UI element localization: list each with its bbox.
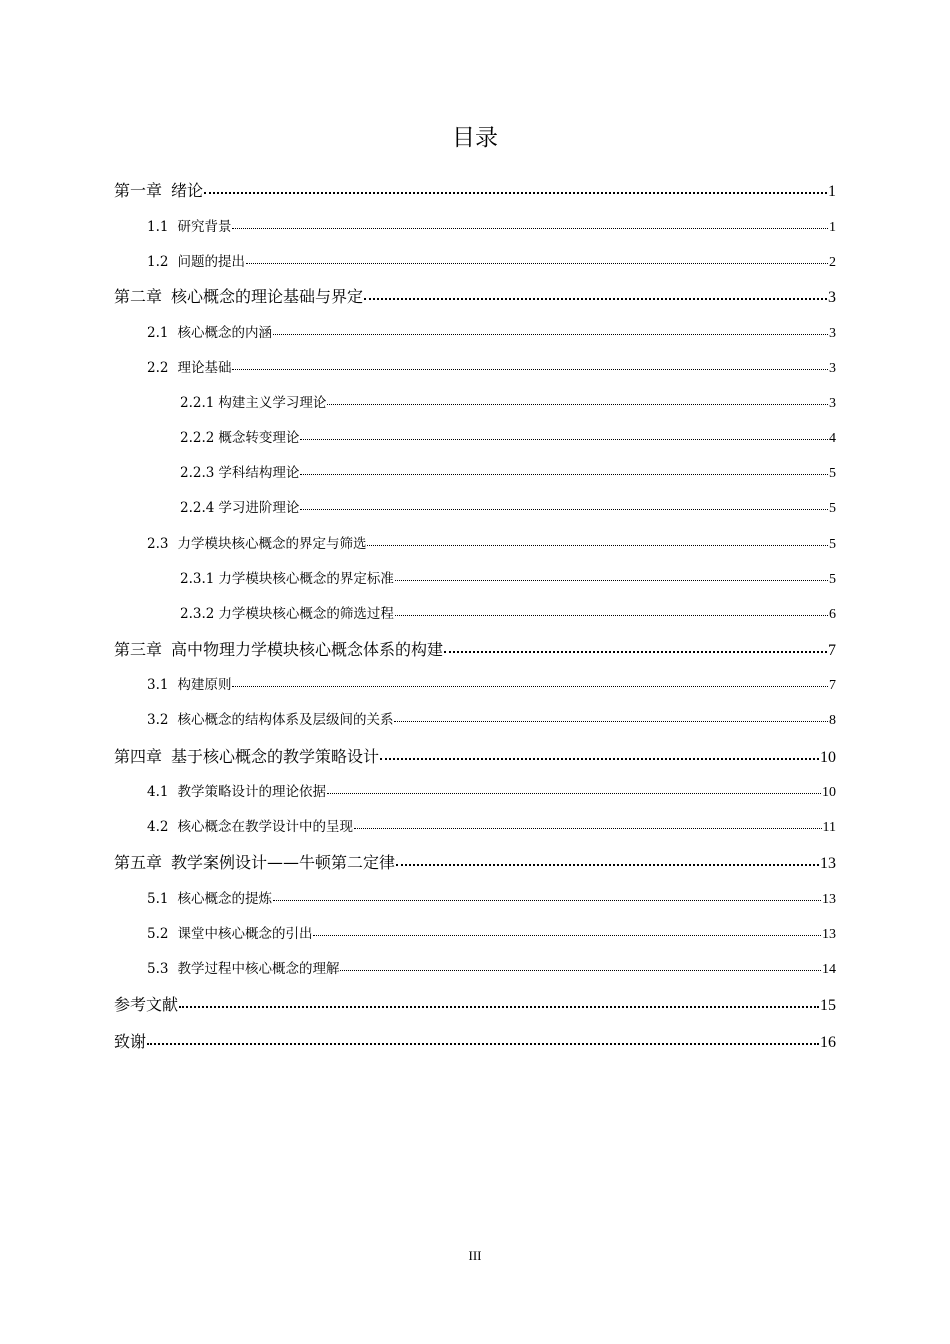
toc-entry-page: 14 (822, 962, 836, 977)
toc-entry-2-2[interactable] (147, 358, 836, 378)
toc-entry-page: 13 (822, 927, 836, 942)
toc-entry-title: 课堂中核心概念的引出 (177, 926, 313, 942)
toc-entry-title: 致谢 (114, 1032, 147, 1051)
toc-entry-2-2-4[interactable] (180, 498, 836, 518)
toc-entry-2-1[interactable] (147, 323, 836, 343)
toc-entry-3-1[interactable] (147, 675, 836, 695)
dot-leader (204, 192, 827, 194)
dot-leader (232, 369, 828, 370)
toc-entry-number: 3.2 (147, 712, 169, 728)
toc-entry-2-3-2[interactable] (180, 604, 836, 624)
toc-entry-title: 教学过程中核心概念的理解 (177, 961, 340, 977)
toc-entry-number: 第五章 (114, 853, 163, 872)
toc-entry-page: 8 (829, 713, 836, 728)
toc-entry-title: 教学策略设计的理论依据 (177, 784, 326, 800)
dot-leader (246, 263, 828, 264)
toc-entry-2-2-3[interactable] (180, 463, 836, 483)
dot-leader (395, 615, 828, 616)
toc-entry-5-2[interactable] (147, 924, 836, 944)
dot-leader (444, 651, 827, 653)
toc-entry-number: 4.1 (147, 784, 169, 800)
toc-entry-page: 3 (829, 326, 836, 341)
toc-entry-page: 1 (829, 220, 836, 235)
toc-entry-page: 5 (829, 572, 836, 587)
toc-entry-number: 2.2.2 (180, 430, 215, 446)
toc-entry-title: 核心概念在教学设计中的呈现 (177, 819, 353, 835)
toc-entry-chapter-4[interactable] (114, 745, 836, 769)
toc-entry-title: 参考文献 (114, 995, 179, 1014)
toc-entry-number: 第四章 (114, 747, 163, 766)
toc-entry-page: 13 (822, 892, 836, 907)
dot-leader (367, 545, 828, 546)
dot-leader (273, 334, 828, 335)
dot-leader (354, 828, 822, 829)
toc-entry-page: 3 (829, 361, 836, 376)
toc-entry-page: 5 (829, 501, 836, 516)
toc-entry-5-3[interactable] (147, 959, 836, 979)
toc-entry-chapter-3[interactable] (114, 638, 836, 662)
toc-entry-page: 4 (829, 431, 836, 446)
toc-entry-page: 13 (820, 855, 836, 872)
toc-entry-number: 2.2.3 (180, 465, 215, 481)
toc-entry-number: 2.3.1 (180, 571, 215, 587)
dot-leader (340, 970, 821, 971)
toc-entry-page: 2 (829, 255, 836, 270)
toc-entry-2-2-2[interactable] (180, 428, 836, 448)
toc-entry-1-1[interactable] (147, 217, 836, 237)
dot-leader (327, 404, 828, 405)
toc-entry-number: 5.3 (147, 961, 169, 977)
toc-entry-page: 7 (829, 678, 836, 693)
dot-leader (394, 721, 828, 722)
toc-entry-4-1[interactable] (147, 782, 836, 802)
toc-entry-number: 5.2 (147, 926, 169, 942)
dot-leader (396, 864, 819, 866)
toc-entry-2-3-1[interactable] (180, 569, 836, 589)
toc-entry-page: 3 (828, 289, 836, 306)
toc-entry-number: 5.1 (147, 891, 169, 907)
toc-entry-page: 6 (829, 607, 836, 622)
toc-entry-4-2[interactable] (147, 817, 836, 837)
toc-entry-number: 1.2 (147, 254, 169, 270)
toc-entry-chapter-2[interactable] (114, 285, 836, 309)
toc-entry-title: 力学模块核心概念的界定标准 (218, 571, 394, 587)
dot-leader (232, 228, 828, 229)
toc-entry-title: 力学模块核心概念的筛选过程 (218, 606, 394, 622)
toc-entry-2-3[interactable] (147, 534, 836, 554)
toc-entry-title: 核心概念的理论基础与界定 (171, 287, 364, 306)
toc-entry-page: 10 (822, 785, 836, 800)
toc-entry-page: 16 (820, 1034, 836, 1051)
toc-entry-title: 基于核心概念的教学策略设计 (171, 747, 380, 766)
toc-entry-chapter-1[interactable] (114, 179, 836, 203)
dot-leader (327, 793, 821, 794)
toc-entry-title: 教学案例设计——牛顿第二定律 (171, 853, 396, 872)
toc-entry-page: 15 (820, 997, 836, 1014)
dot-leader (313, 935, 821, 936)
toc-entry-title: 核心概念的提炼 (177, 891, 272, 907)
toc-entry-number: 第一章 (114, 181, 163, 200)
toc-entry-page: 5 (829, 537, 836, 552)
page-number: III (468, 1248, 482, 1263)
toc-entry-title: 构建主义学习理论 (218, 395, 327, 411)
toc-entry-3-2[interactable] (147, 710, 836, 730)
dot-leader (380, 758, 819, 760)
toc-entry-title: 问题的提出 (177, 254, 245, 270)
toc-entry-page: 10 (820, 749, 836, 766)
toc-entry-number: 第二章 (114, 287, 163, 306)
toc-entry-acknowledgements[interactable] (114, 1030, 836, 1054)
dot-leader (395, 580, 828, 581)
dot-leader (273, 900, 821, 901)
toc-entry-number: 2.2.4 (180, 500, 215, 516)
dot-leader (147, 1043, 819, 1045)
toc-entry-number: 2.3 (147, 536, 169, 552)
toc-entry-1-2[interactable] (147, 252, 836, 272)
toc-entry-title: 构建原则 (177, 677, 232, 693)
dot-leader (364, 298, 827, 300)
toc-entry-title: 力学模块核心概念的界定与筛选 (177, 536, 367, 552)
dot-leader (179, 1006, 819, 1008)
toc-entry-page: 11 (822, 820, 836, 835)
dot-leader (300, 509, 828, 510)
toc-entry-page: 7 (828, 642, 836, 659)
toc-entry-page: 1 (828, 183, 836, 200)
toc-title: 目录 (452, 125, 498, 151)
toc-entry-5-1[interactable] (147, 889, 836, 909)
toc-entry-number: 第三章 (114, 640, 163, 659)
toc-entry-page: 3 (829, 396, 836, 411)
toc-entry-title: 研究背景 (177, 219, 232, 235)
toc-entry-number: 2.1 (147, 325, 169, 341)
toc-entry-page: 5 (829, 466, 836, 481)
toc-entry-2-2-1[interactable] (180, 393, 836, 413)
toc-entry-title: 学科结构理论 (218, 465, 300, 481)
toc-entry-title: 学习进阶理论 (218, 500, 300, 516)
toc-entry-title: 概念转变理论 (218, 430, 300, 446)
toc-entry-number: 3.1 (147, 677, 169, 693)
toc-entry-number: 2.3.2 (180, 606, 215, 622)
toc-entry-title: 核心概念的内涵 (177, 325, 272, 341)
toc-entry-number: 2.2 (147, 360, 169, 376)
toc-entry-title: 绪论 (171, 181, 204, 200)
toc-entry-number: 1.1 (147, 219, 169, 235)
toc-entry-chapter-5[interactable] (114, 851, 836, 875)
toc-entry-number: 4.2 (147, 819, 169, 835)
dot-leader (232, 686, 828, 687)
toc-entry-title: 理论基础 (177, 360, 232, 376)
toc-entry-references[interactable] (114, 993, 836, 1017)
toc-entry-number: 2.2.1 (180, 395, 215, 411)
dot-leader (300, 439, 828, 440)
dot-leader (300, 474, 828, 475)
toc-entry-title: 高中物理力学模块核心概念体系的构建 (171, 640, 444, 659)
toc-entry-title: 核心概念的结构体系及层级间的关系 (177, 712, 394, 728)
